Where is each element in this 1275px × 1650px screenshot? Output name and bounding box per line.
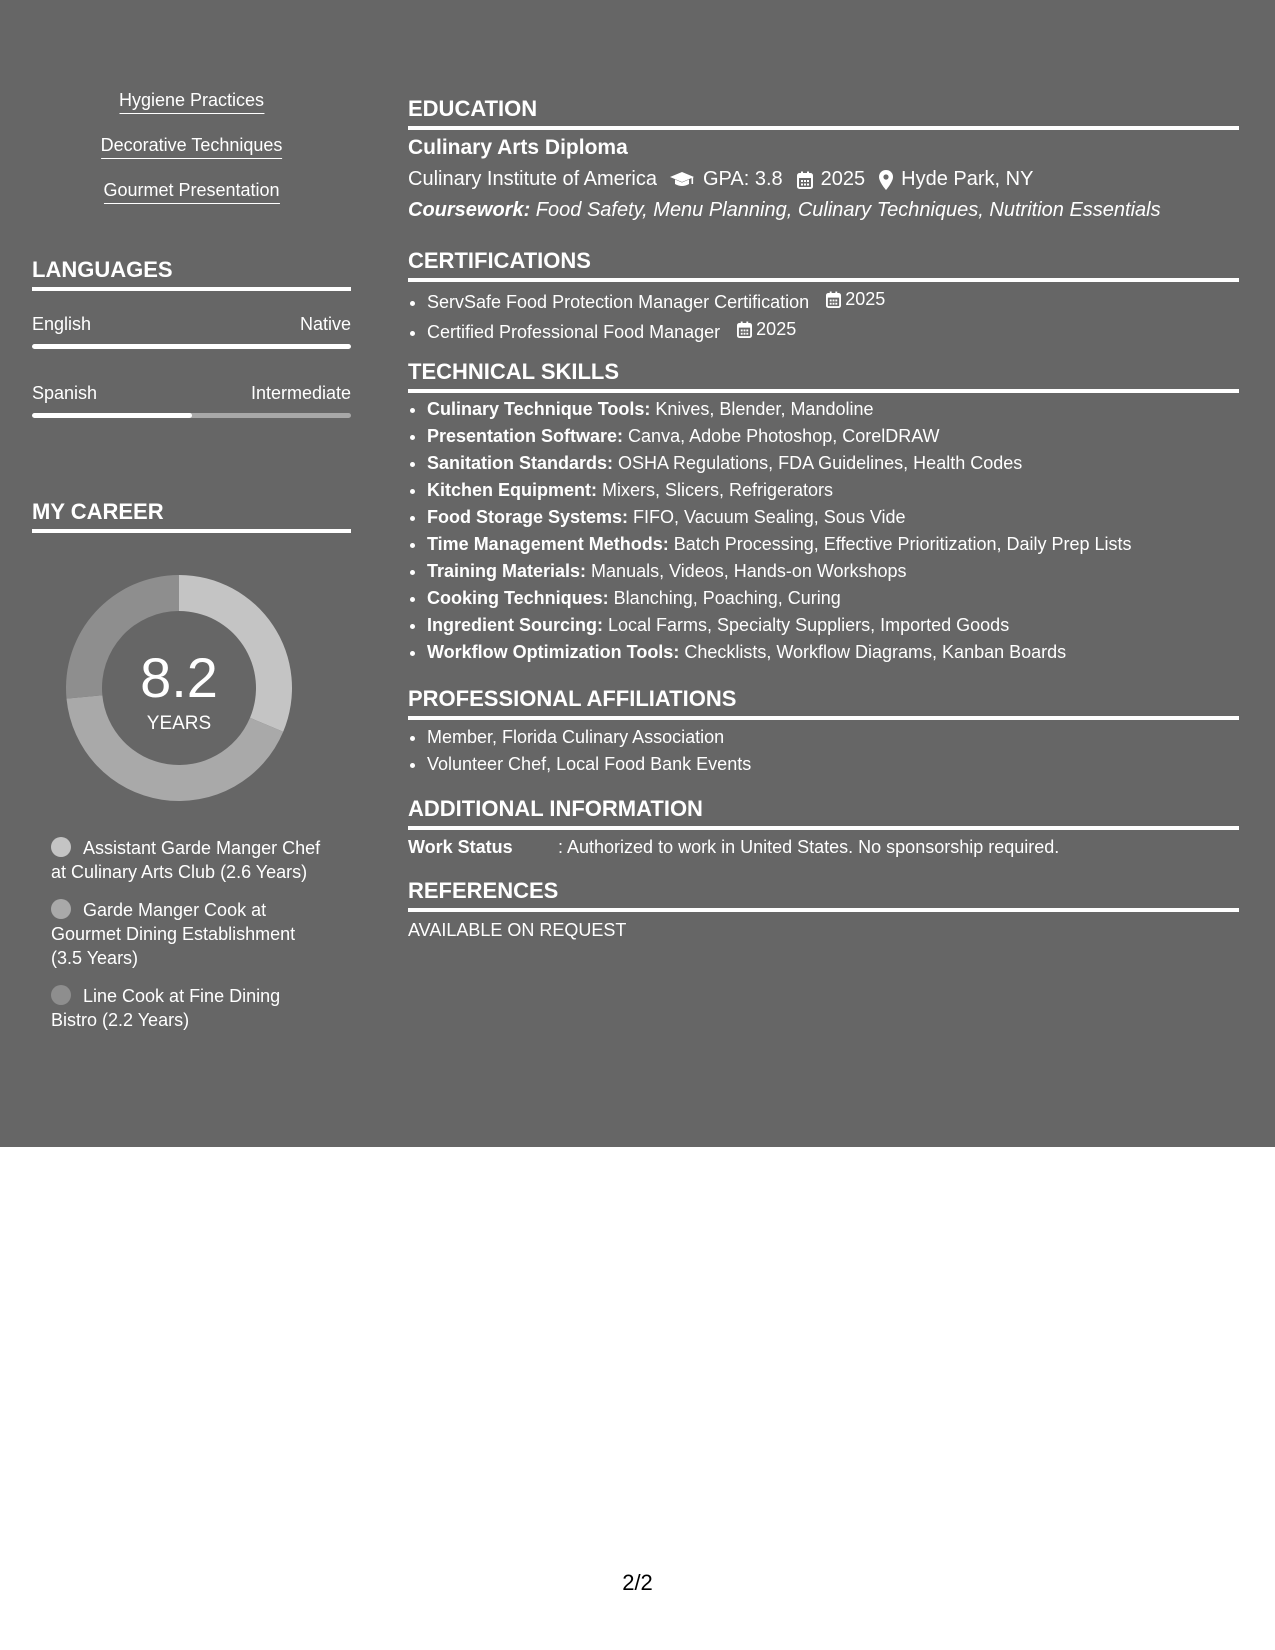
skill-item [427, 477, 1239, 504]
affiliation-item: • Volunteer Chef, Local Food Bank Events [427, 751, 1239, 778]
language-level: Intermediate [250, 383, 351, 403]
graduation-cap-icon [669, 171, 695, 189]
language-level: Native [299, 314, 351, 334]
career-legend-text: Line Cook at Fine Dining Bistro (2.2 Years) [51, 986, 281, 1030]
coursework-text: Food Safety, Menu Planning, Culinary Techniques, Nutrition Essentials [530, 199, 1161, 221]
career-heading: MY CAREER [32, 499, 351, 533]
work-status-row [408, 837, 1059, 858]
language-name: English [32, 314, 92, 334]
skill-label: Workflow Optimization Tools: [427, 642, 680, 662]
skill-item [427, 612, 1239, 639]
skill-value: FIFO, Vacuum Sealing, Sous Vide [628, 507, 906, 527]
certification-item [427, 316, 1239, 346]
languages-heading: LANGUAGES [32, 257, 351, 291]
education-heading: EDUCATION [408, 96, 1239, 130]
certification-year: 2025 [756, 319, 797, 339]
interests-list [32, 0, 351, 220]
skill-item [427, 396, 1239, 423]
legend-dot [51, 837, 71, 857]
map-pin-icon [879, 170, 893, 190]
skill-value: Canva, Adobe Photoshop, CorelDRAW [623, 426, 940, 446]
gpa: GPA: 3.8 [703, 168, 783, 190]
skills-list [408, 396, 1239, 666]
certification-name: Certified Professional Food Manager [427, 322, 721, 342]
skill-label: Training Materials: [427, 561, 587, 581]
skill-item [427, 504, 1239, 531]
interest-item: Gourmet Presentation [103, 178, 279, 204]
skill-label: Sanitation Standards: [427, 453, 614, 473]
language-name: Spanish [32, 383, 98, 403]
skill-label: Culinary Technique Tools: [427, 399, 651, 419]
skill-item [427, 531, 1239, 558]
interest-item: Decorative Techniques [101, 133, 283, 159]
skill-value: Batch Processing, Effective Prioritization, Daily Prep Lists [668, 534, 1132, 554]
skill-value: Checklists, Workflow Diagrams, Kanban Boards [679, 642, 1067, 662]
career-donut-chart [66, 575, 292, 801]
page-number: 2/2 [622, 1570, 653, 1595]
career-legend-item [51, 898, 321, 970]
career-legend-text: Assistant Garde Manger Chef at Culinary Arts Club (2.6 Years) [51, 838, 321, 882]
affiliation-item: • Member, Florida Culinary Association [427, 724, 1239, 751]
references-text: AVAILABLE ON REQUEST [408, 920, 627, 940]
certifications-list [408, 286, 1239, 346]
certification-year: 2025 [845, 289, 886, 309]
affiliations-heading: PROFESSIONAL AFFILIATIONS [408, 686, 1239, 720]
skill-item [427, 423, 1239, 450]
career-total: 8.2 [140, 646, 218, 709]
legend-dot [51, 985, 71, 1005]
calendar-icon [797, 171, 813, 189]
skill-value: Mixers, Slicers, Refrigerators [597, 480, 834, 500]
education-location: Hyde Park, NY [901, 168, 1034, 190]
work-status-label: Work Status [408, 837, 513, 857]
affiliations-list [408, 724, 1239, 778]
certification-date [826, 286, 885, 313]
skill-value: Knives, Blender, Mandoline [650, 399, 874, 419]
education-year: 2025 [820, 168, 866, 190]
skills-heading: TECHNICAL SKILLS [408, 359, 1239, 393]
skill-item [427, 585, 1239, 612]
skill-label: Kitchen Equipment: [427, 480, 597, 500]
skill-label: Cooking Techniques: [427, 588, 609, 608]
language-row [32, 383, 351, 404]
work-status-value: : Authorized to work in United States. No sponsorship required. [558, 837, 1060, 857]
skill-label: Food Storage Systems: [427, 507, 629, 527]
degree-title: Culinary Arts Diploma [408, 136, 628, 159]
interest-item: Hygiene Practices [119, 88, 264, 114]
coursework [408, 199, 1161, 222]
skill-label: Time Management Methods: [427, 534, 669, 554]
skill-value: OSHA Regulations, FDA Guidelines, Health Codes [613, 453, 1023, 473]
career-legend-item [51, 836, 321, 884]
certifications-heading: CERTIFICATIONS [408, 248, 1239, 282]
certification-item [427, 286, 1239, 316]
skill-item [427, 450, 1239, 477]
language-bar-fill [32, 413, 192, 418]
certification-date [737, 316, 796, 343]
career-legend-item [51, 984, 321, 1032]
language-bar [32, 413, 351, 418]
skill-value: Manuals, Videos, Hands-on Workshops [586, 561, 907, 581]
language-bar [32, 344, 351, 349]
certification-name: ServSafe Food Protection Manager Certification [427, 292, 810, 312]
additional-info-heading: ADDITIONAL INFORMATION [408, 796, 1239, 830]
language-bar-fill [32, 344, 351, 349]
education-details [408, 168, 1033, 191]
language-row [32, 314, 351, 335]
skill-item [427, 639, 1239, 666]
references-heading: REFERENCES [408, 878, 1239, 912]
calendar-icon [826, 291, 841, 308]
coursework-label: Coursework: [408, 199, 531, 221]
school-name: Culinary Institute of America [408, 168, 657, 190]
skill-value: Blanching, Poaching, Curing [608, 588, 841, 608]
skill-label: Ingredient Sourcing: [427, 615, 604, 635]
career-unit: YEARS [146, 713, 212, 734]
career-legend [51, 836, 321, 1046]
donut-segment [67, 695, 284, 801]
calendar-icon [737, 321, 752, 338]
skill-label: Presentation Software: [427, 426, 624, 446]
career-legend-text: Garde Manger Cook at Gourmet Dining Establishment (3.5 Years) [51, 900, 296, 968]
skill-item [427, 558, 1239, 585]
skill-value: Local Farms, Specialty Suppliers, Imported Goods [603, 615, 1010, 635]
legend-dot [51, 899, 71, 919]
